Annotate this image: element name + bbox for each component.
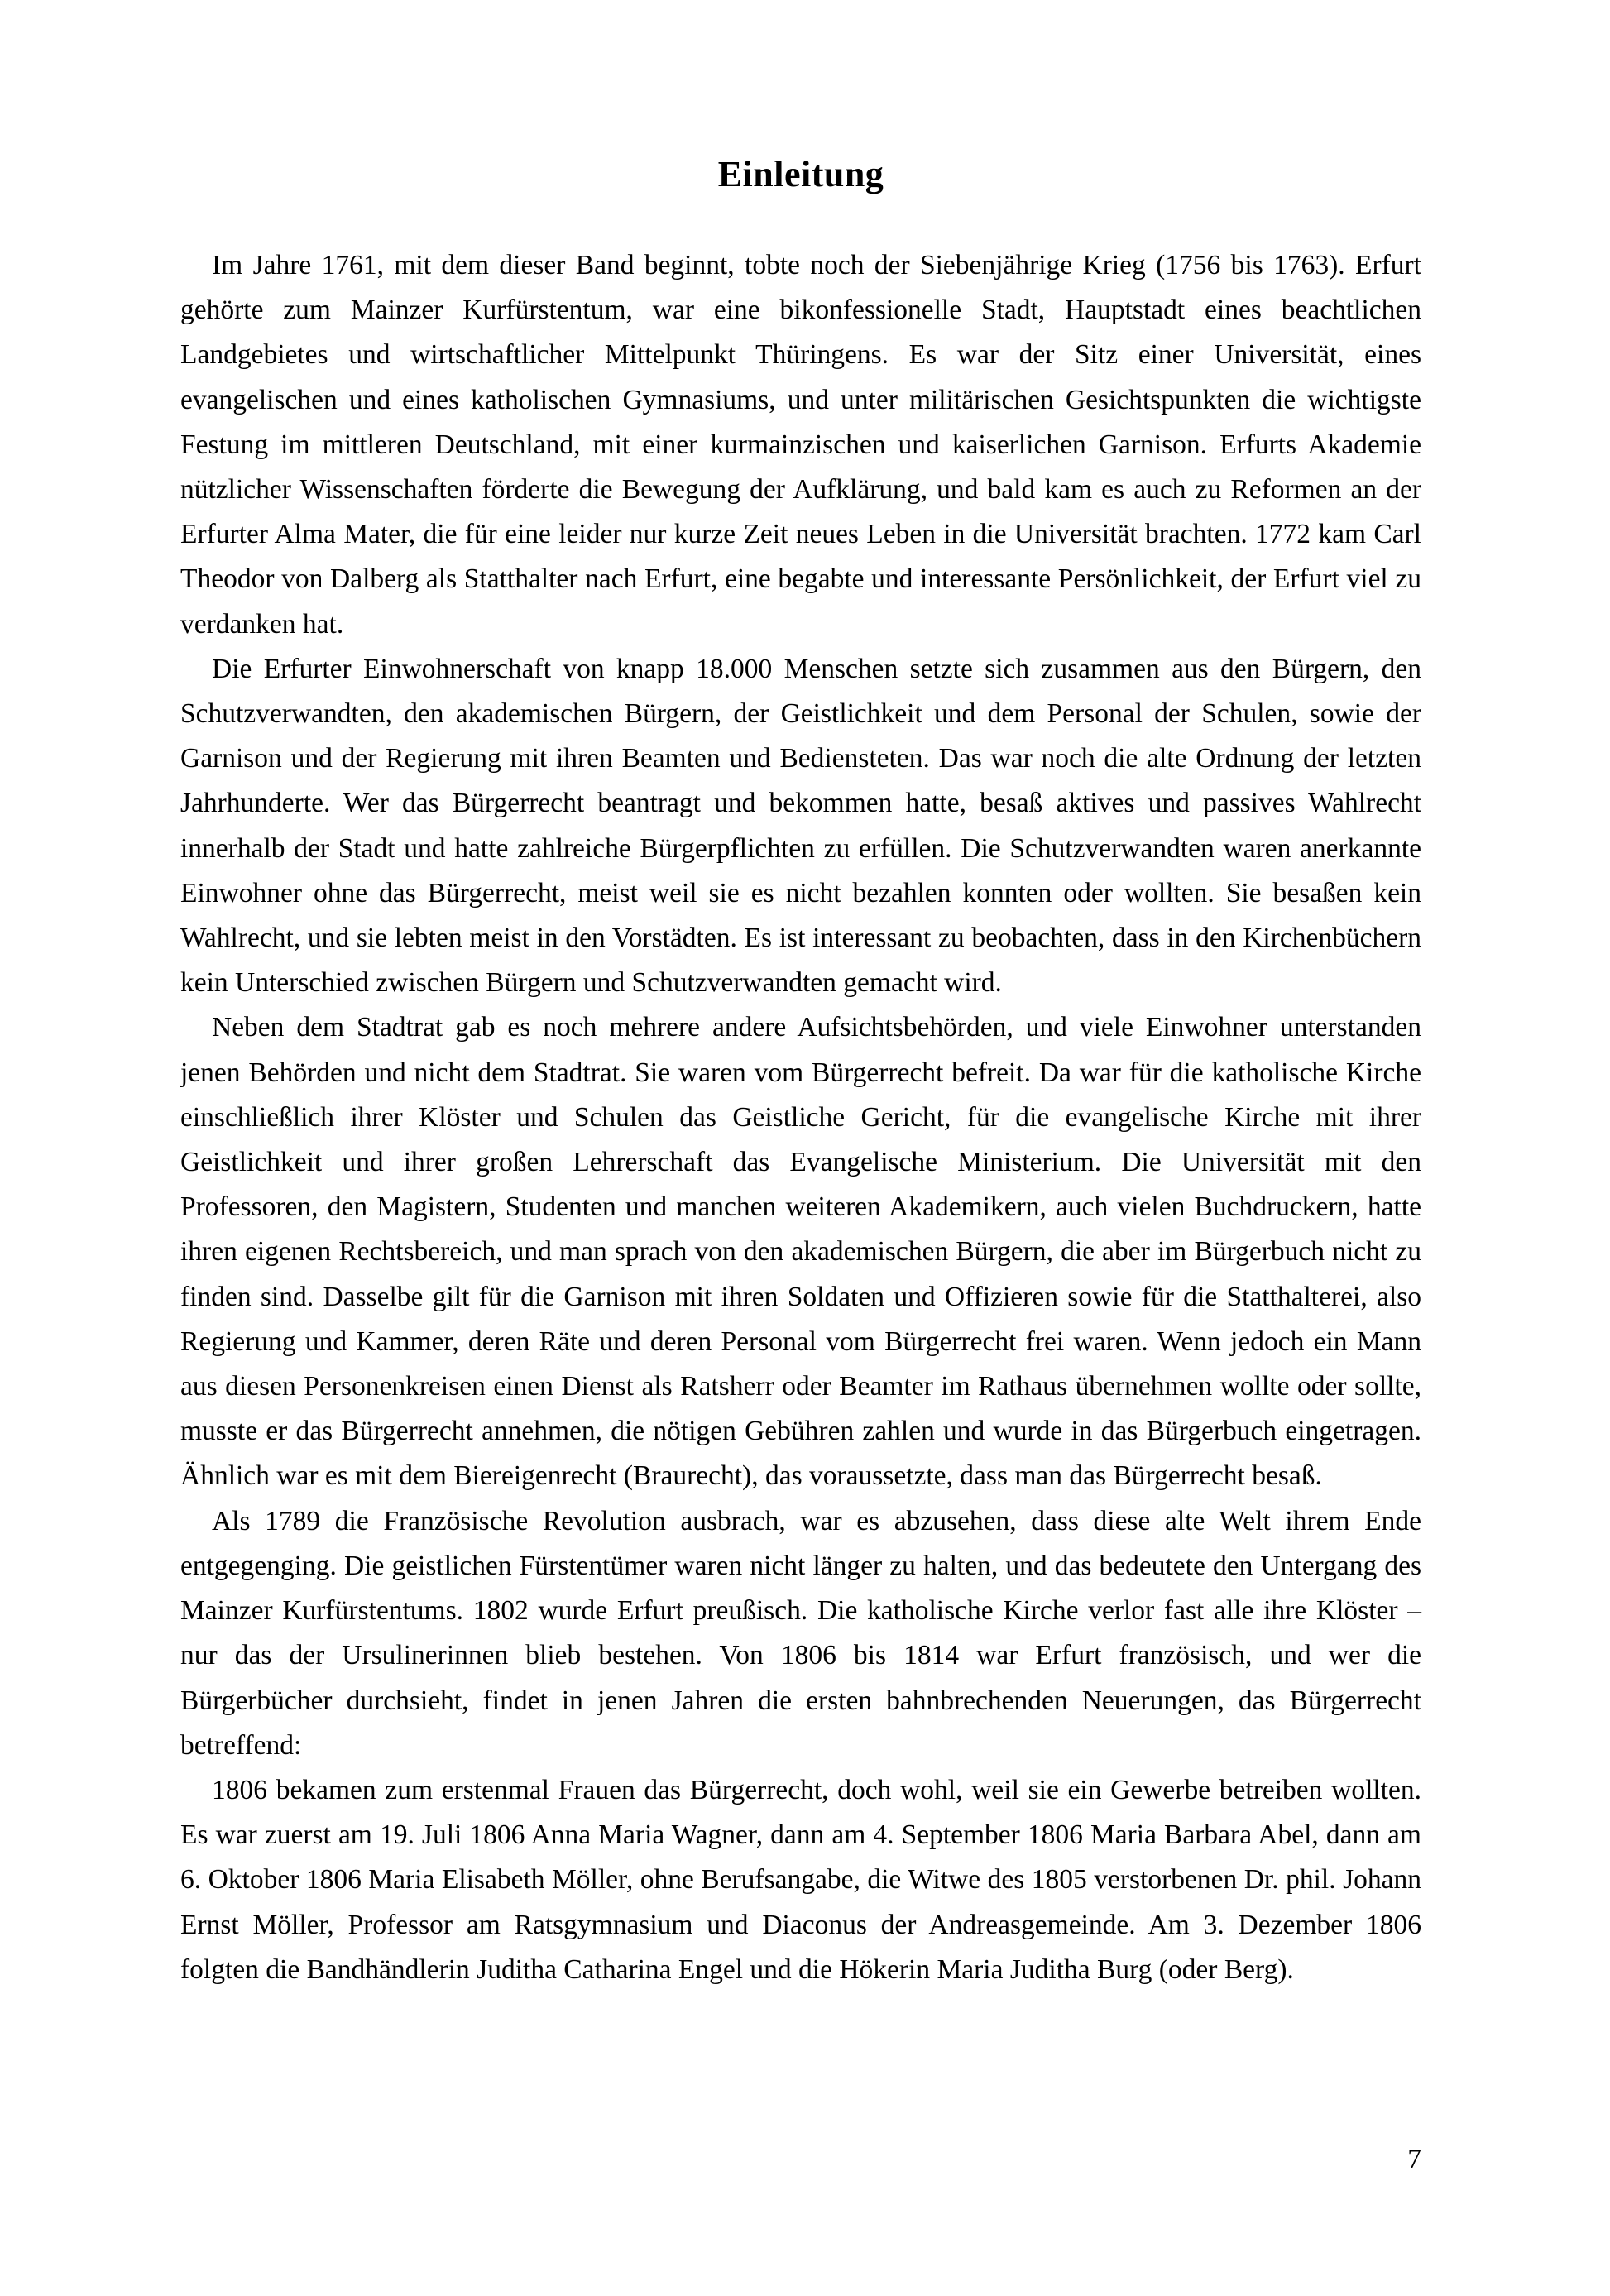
page-content bbox=[180, 0, 1421, 1992]
page-number: 7 bbox=[1407, 2144, 1421, 2174]
paragraph-2: Die Erfurter Einwohnerschaft von knapp 18.000 Menschen setzte sich zusammen aus den Bürgern, den Schutzverwandten, den akademischen Bürgern, der Geistlichkeit und dem Personal der Schulen, sowie der Garnison und der Regierung mit ihren Beamten und Bediensteten. Das war noch die alte Ordnung der letzten Jahrhunderte. Wer das Bürgerrecht beantragt und bekommen hatte, besaß aktives und passives Wahlrecht innerhalb der Stadt und hatte zahlreiche Bürgerpflichten zu erfüllen. Die Schutzverwandten waren anerkannte Einwohner ohne das Bürgerrecht, meist weil sie es nicht bezahlen konnten oder wollten. Sie besaßen kein Wahlrecht, und sie lebten meist in den Vorstädten. Es ist interessant zu beobachten, dass in den Kirchenbüchern kein Unterschied zwischen Bürgern und Schutzverwandten gemacht wird. bbox=[180, 653, 1421, 999]
paragraph-1: Im Jahre 1761, mit dem dieser Band beginnt, tobte noch der Siebenjährige Krieg (1756 bis 1763). Erfurt gehörte zum Mainzer Kurfürstentum, war eine bikonfessionelle Stadt, Hauptstadt eines beachtlichen Landgebietes und wirtschaftlicher Mittelpunkt Thüringens. Es war der Sitz einer Universität, eines evangelischen und eines katholischen Gymnasiums, und unter militärischen Gesichtspunkten die wichtigste Festung im mittleren Deutschland, mit einer kurmainzischen und kaiserlichen Garnison. Erfurts Akademie nützlicher Wissenschaften förderte die Bewegung der Aufklärung, und bald kam es auch zu Reformen an der Erfurter Alma Mater, die für eine leider nur kurze Zeit neues Leben in die Universität brachten. 1772 kam Carl Theodor von Dalberg als Statthalter nach Erfurt, eine begabte und interessante Persönlichkeit, der Erfurt viel zu verdanken hat. bbox=[180, 250, 1421, 640]
page-title: Einleitung bbox=[717, 154, 884, 194]
paragraph-5: 1806 bekamen zum erstenmal Frauen das Bürgerrecht, doch wohl, weil sie ein Gewerbe betreiben wollten. Es war zuerst am 19. Juli 1806 Anna Maria Wagner, dann am 4. September 1806 Maria Barbara Abel, dann am 6. Oktober 1806 Maria Elisabeth Möller, ohne Berufsangabe, die Witwe des 1805 verstorbenen Dr. phil. Johann Ernst Möller, Professor am Ratsgymnasium und Diaconus der Andreasgemeinde. Am 3. Dezember 1806 folgten die Bandhändlerin Juditha Catharina Engel und die Hökerin Maria Juditha Burg (oder Berg). bbox=[180, 1774, 1421, 1985]
paragraph-3: Neben dem Stadtrat gab es noch mehrere andere Aufsichtsbehörden, und viele Einwohner unterstanden jenen Behörden und nicht dem Stadtrat. Sie waren vom Bürgerrecht befreit. Da war für die katholische Kirche einschließlich ihrer Klöster und Schulen das Geistliche Gericht, für die evangelische Kirche mit ihrer Geistlichkeit und ihrer großen Lehrerschaft das Evangelische Ministerium. Die Universität mit den Professoren, den Magistern, Studenten und manchen weiteren Akademikern, auch vielen Buchdruckern, hatte ihren eigenen Rechtsbereich, und man sprach von den akademischen Bürgern, die aber im Bürgerbuch nicht zu finden sind. Dasselbe gilt für die Garnison mit ihren Soldaten und Offizieren sowie für die Statthalterei, also Regierung und Kammer, deren Räte und deren Personal vom Bürgerrecht frei waren. Wenn jedoch ein Mann aus diesen Personenkreisen einen Dienst als Ratsherr oder Beamter im Rathaus übernehmen wollte oder sollte, musste er das Bürgerrecht annehmen, die nötigen Gebühren zahlen und wurde in das Bürgerbuch eingetragen. Ähnlich war es mit dem Biereigenrecht (Braurecht), das voraussetzte, dass man das Bürgerrecht besaß. bbox=[180, 1012, 1421, 1492]
body-text bbox=[180, 243, 1421, 1992]
paragraph-4: Als 1789 die Französische Revolution ausbrach, war es abzusehen, dass diese alte Welt ihrem Ende entgegenging. Die geistlichen Fürstentümer waren nicht länger zu halten, und das bedeutete den Untergang des Mainzer Kurfürstentums. 1802 wurde Erfurt preußisch. Die katholische Kirche verlor fast alle ihre Klöster – nur das der Ursulinerinnen blieb bestehen. Von 1806 bis 1814 war Erfurt französisch, und wer die Bürgerbücher durchsieht, findet in jenen Jahren die ersten bahnbrechenden Neuerungen, das Bürgerrecht betreffend: bbox=[180, 1505, 1421, 1761]
